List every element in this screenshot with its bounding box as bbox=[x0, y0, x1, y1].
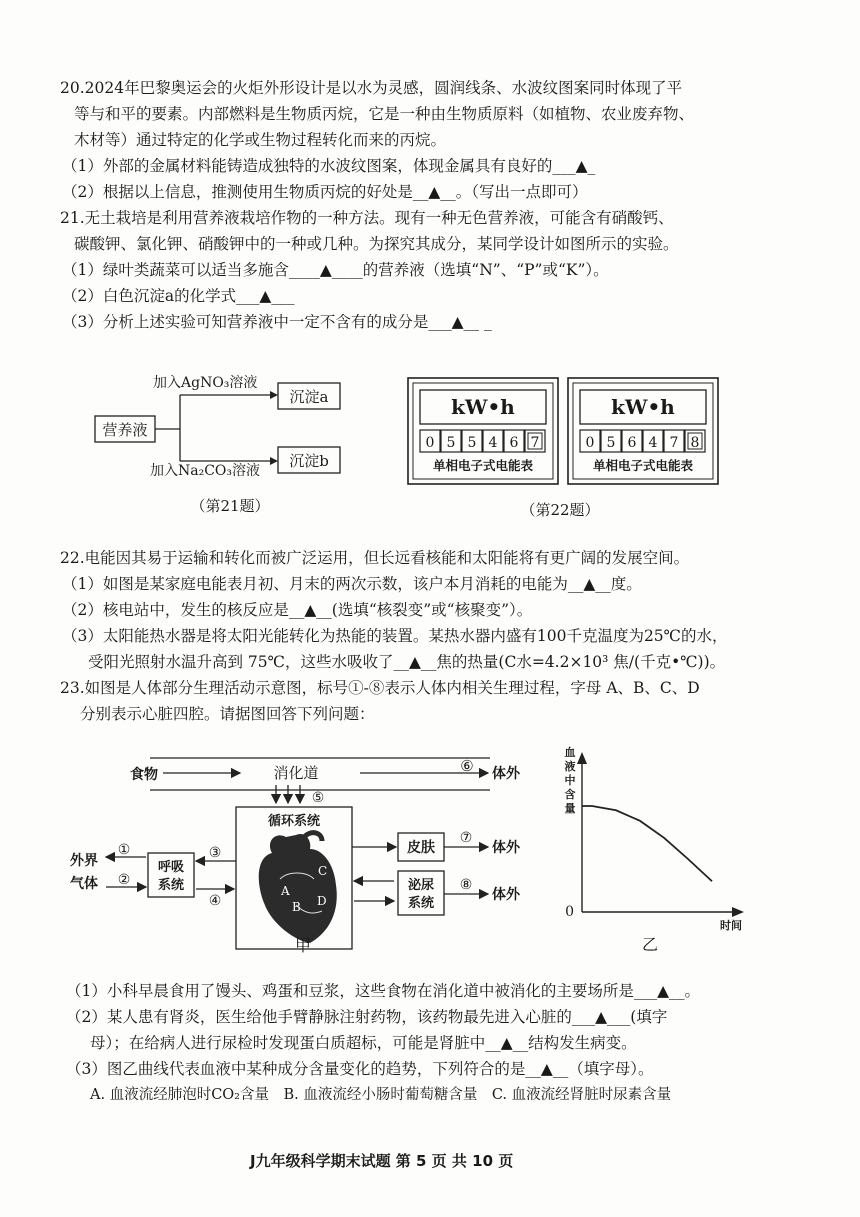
meter-end-digit: 5 bbox=[606, 435, 616, 451]
series-line bbox=[582, 806, 712, 881]
q20-sub-2: （2）根据以上信息，推测使用生物质丙烷的好处是__▲__。（写出一点即可） bbox=[62, 183, 588, 201]
urinary-1: 泌尿 bbox=[407, 878, 435, 893]
outside-7: 体外 bbox=[492, 840, 520, 856]
meter-end-digit: 7 bbox=[669, 435, 679, 451]
n7: ⑦ bbox=[459, 830, 473, 846]
q22-sub-1: （1）如图是某家庭电能表月初、月末的两次示数，该户本月消耗的电能为__▲__度。 bbox=[62, 575, 642, 593]
q21-line-2: 碳酸钾、氯化钾、硝酸钾中的一种或几种。为探究其成分，某同学设计如图所示的实验。 bbox=[74, 235, 679, 253]
x-axis-label: 时间 bbox=[720, 919, 742, 932]
q20-sub-1: （1）外部的金属材料能铸造成独特的水波纹图案，体现金属具有良好的___▲_ bbox=[62, 157, 596, 175]
meter-end-digit: 8 bbox=[690, 435, 700, 451]
digestive-label: 消化道 bbox=[273, 764, 319, 782]
meter-start-label: 单相电子式电能表 bbox=[432, 458, 534, 473]
n4: ④ bbox=[208, 893, 222, 909]
respiratory-2: 系统 bbox=[157, 878, 185, 893]
meter-end bbox=[568, 378, 718, 484]
n3: ③ bbox=[208, 845, 222, 861]
q20-line-1: 20.2024年巴黎奥运会的火炬外形设计是以水为灵感，圆润线条、水波纹图案同时体现了平 bbox=[60, 79, 683, 97]
source-label: 营养液 bbox=[102, 421, 148, 439]
q23-options: A. 血液流经肺泡时CO₂含量 B. 血液流经小肠时葡萄糖含量 C. 血液流经肾脏时尿素含量 bbox=[90, 1087, 672, 1103]
chamber-A: A bbox=[281, 884, 290, 898]
outside-8: 体外 bbox=[492, 887, 520, 903]
n1: ① bbox=[117, 842, 131, 858]
bottom-reagent: 加入Na₂CO₃溶液 bbox=[150, 463, 261, 479]
meter-start-digit: 5 bbox=[446, 435, 456, 451]
figure-yi-label: 乙 bbox=[642, 935, 659, 954]
y-axis-label-char: 量 bbox=[564, 802, 576, 815]
n5: ⑤ bbox=[311, 790, 325, 806]
q23-sub-1: （1）小科早晨食用了馒头、鸡蛋和豆浆，这些食物在消化道中被消化的主要场所是___▲__。 bbox=[66, 982, 701, 1000]
q23-sub-2-cont: 母）；在给病人进行尿检时发现蛋白质超标，可能是肾脏中__▲__结构发生病变。 bbox=[90, 1034, 637, 1052]
q20-line-2: 等与和平的要素。内部燃料是生物质丙烷，它是一种由生物质原料（如植物、农业废弃物、 bbox=[74, 105, 695, 123]
precipitate-b: 沉淀b bbox=[289, 452, 329, 470]
y-axis-label-char: 血 bbox=[564, 746, 576, 759]
ext-gas-2: 气体 bbox=[70, 876, 98, 892]
meter-start-digit: 7 bbox=[530, 435, 540, 451]
circulation-label: 循环系统 bbox=[267, 814, 321, 829]
origin-label: 0 bbox=[565, 904, 574, 920]
q22-line-1: 22.电能因其易于运输和转化而被广泛运用，但长远看核能和太阳能将有更广阔的发展空间。 bbox=[60, 549, 690, 567]
urinary-2: 系统 bbox=[407, 896, 435, 911]
page-footer: J九年级科学期末试题 第 5 页 共 10 页 bbox=[250, 1152, 514, 1170]
meter-start-digit: 0 bbox=[425, 435, 435, 451]
respiratory-1: 呼吸 bbox=[157, 860, 185, 875]
skin-label: 皮肤 bbox=[407, 840, 435, 856]
q22-sub-3-cont: 受阳光照射水温升高到 75℃，这些水吸收了__▲__焦的热量(C水=4.2×10³ 焦/(千克•℃))。 bbox=[88, 653, 726, 671]
chamber-D: D bbox=[317, 894, 327, 908]
q22-sub-2: （2）核电站中，发生的核反应是__▲__(选填“核裂变”或“核聚变”）。 bbox=[62, 601, 533, 619]
ext-gas-1: 外界 bbox=[70, 853, 98, 869]
food-label: 食物 bbox=[130, 767, 158, 783]
figure-jia-label: 甲 bbox=[295, 936, 312, 955]
q23-sub-2: （2）某人患有肾炎，医生给他手臂静脉注射药物，该药物最先进入心脏的___▲___(填字 bbox=[66, 1008, 668, 1026]
q21-diagram bbox=[80, 365, 380, 525]
q21-sub-1: （1）绿叶类蔬菜可以适当多施含____▲____的营养液（选填“N”、“P”或“K”）。 bbox=[62, 261, 609, 279]
q22-caption: （第22题） bbox=[520, 501, 600, 519]
q21-line-1: 21.无土栽培是利用营养液栽培作物的一种方法。现有一种无色营养液，可能含有硝酸钙、 bbox=[60, 209, 674, 227]
y-axis-label bbox=[565, 745, 576, 815]
q23-line-1: 23.如图是人体部分生理活动示意图，标号①-⑧表示人体内相关生理过程，字母 A、B、C、D bbox=[60, 679, 700, 697]
chamber-C: C bbox=[318, 864, 328, 878]
figure-yi-chart bbox=[560, 740, 750, 965]
q21-caption: （第21题） bbox=[190, 497, 270, 515]
figure-jia bbox=[60, 745, 540, 960]
meter-start bbox=[408, 378, 558, 484]
n6: ⑥ bbox=[460, 757, 474, 775]
meter-start-unit: kW•h bbox=[451, 395, 515, 419]
q20-line-3: 木材等）通过特定的化学或生物过程转化而来的丙烷。 bbox=[74, 131, 447, 149]
meter-start-digit: 6 bbox=[509, 435, 519, 451]
meter-start-digit: 4 bbox=[488, 435, 498, 451]
y-axis-label-char: 中 bbox=[564, 774, 576, 787]
meter-end-digit: 0 bbox=[585, 435, 595, 451]
meter-end-unit: kW•h bbox=[611, 395, 675, 419]
heart-icon bbox=[259, 833, 337, 943]
top-reagent: 加入AgNO₃溶液 bbox=[153, 375, 258, 391]
q23-sub-3: （3）图乙曲线代表血液中某种成分含量变化的趋势，下列符合的是__▲__（填字母）。 bbox=[66, 1060, 654, 1078]
chamber-B: B bbox=[292, 900, 301, 914]
q22-sub-3: （3）太阳能热水器是将太阳光能转化为热能的装置。某热水器内盛有100千克温度为25℃的水， bbox=[62, 627, 728, 645]
y-axis-label-char: 液 bbox=[564, 760, 576, 773]
q22-meters bbox=[400, 370, 730, 525]
outside-6: 体外 bbox=[492, 766, 520, 782]
n8: ⑧ bbox=[459, 877, 473, 893]
q21-sub-2: （2）白色沉淀a的化学式___▲___ bbox=[62, 287, 295, 305]
meter-start-digit: 5 bbox=[467, 435, 477, 451]
precipitate-a: 沉淀a bbox=[289, 388, 329, 406]
q23-line-2: 分别表示心脏四腔。请据图回答下列问题： bbox=[80, 705, 375, 723]
q21-sub-3: （3）分析上述实验可知营养液中一定不含有的成分是___▲__ _ bbox=[62, 313, 492, 331]
meter-end-digit: 4 bbox=[648, 435, 658, 451]
y-axis-label-char: 含 bbox=[564, 788, 576, 801]
meter-end-digit: 6 bbox=[627, 435, 637, 451]
n2: ② bbox=[117, 872, 131, 888]
meter-end-label: 单相电子式电能表 bbox=[592, 458, 694, 473]
